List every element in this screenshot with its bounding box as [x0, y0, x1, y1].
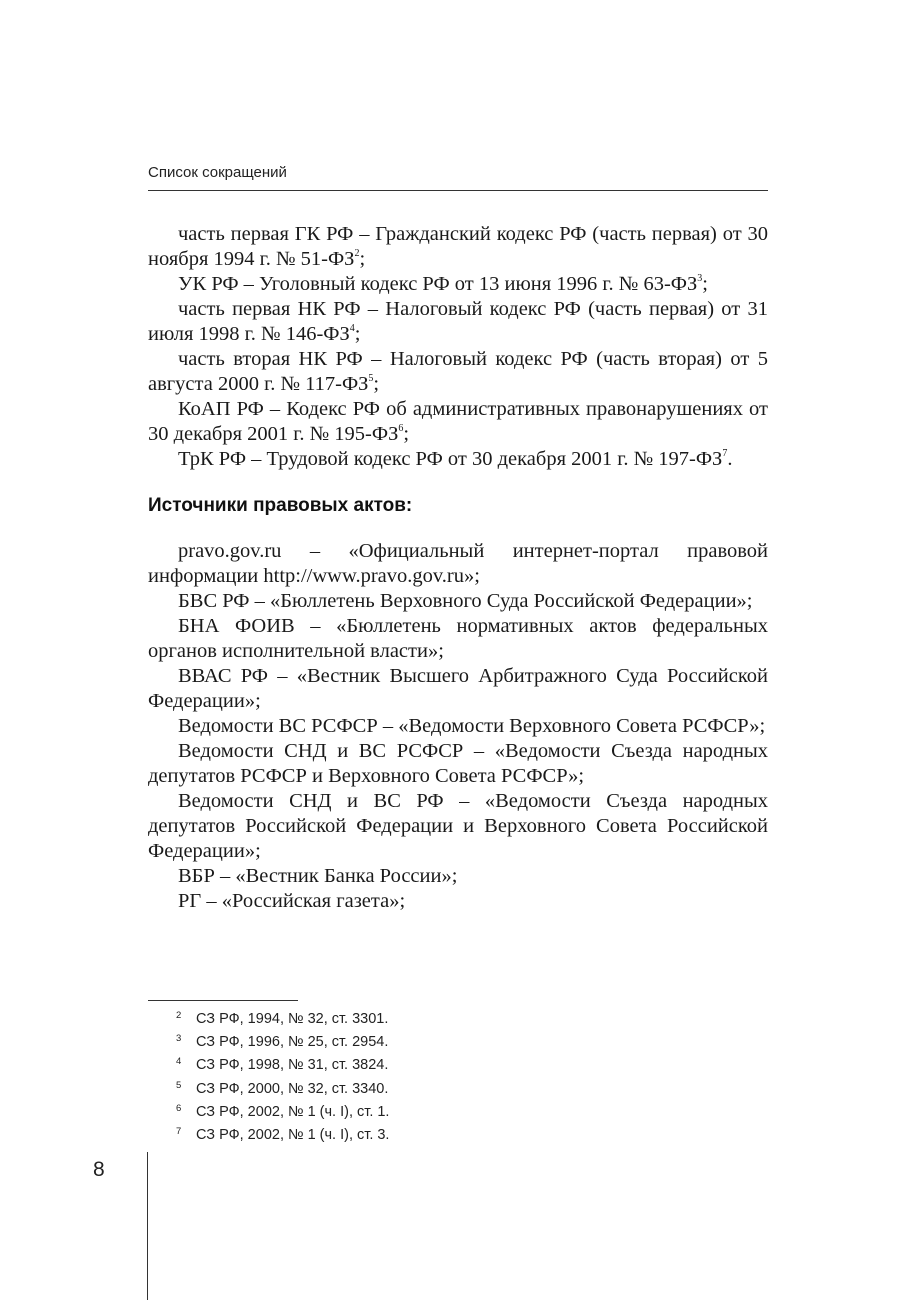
footnote: [176, 1006, 389, 1029]
footnote-number: 5: [176, 1079, 182, 1091]
abbreviation-entry: [148, 272, 768, 297]
section-heading: Источники правовых актов:: [148, 495, 413, 516]
footnote: [176, 1052, 389, 1075]
footnote: [176, 1076, 389, 1099]
source-entry: Ведомости СНД и ВС РСФСР – «Ведомости Съезда народных депутатов РСФСР и Верховного Совета РСФСР»;: [148, 740, 768, 787]
abbreviation-entry: [148, 397, 768, 447]
footnote-ref: 2: [354, 248, 360, 260]
footnote-ref: 4: [349, 323, 355, 335]
footnote-text: СЗ РФ, 1996, № 25, ст. 2954.: [196, 1034, 389, 1051]
footnote-text: СЗ РФ, 2000, № 32, ст. 3340.: [196, 1080, 389, 1097]
footnote-text: СЗ РФ, 2002, № 1 (ч. I), ст. 1.: [196, 1103, 390, 1120]
footnote-number: 6: [176, 1102, 182, 1114]
entry-punct: ;: [359, 248, 366, 270]
entry-punct: ;: [403, 423, 410, 445]
source-entry: Ведомости СНД и ВС РФ – «Ведомости Съезда народных депутатов Российской Федерации и Верховного Совета Российской Федерации»;: [148, 790, 768, 862]
abbreviation-text: УК РФ – Уголовный кодекс РФ от 13 июня 1996 г. № 63-ФЗ: [178, 273, 698, 295]
footnote-separator: [148, 1000, 298, 1001]
source-entry: ВВАС РФ – «Вестник Высшего Арбитражного Суда Российской Федерации»;: [148, 665, 768, 712]
abbreviation-text: часть вторая НК РФ – Налоговый кодекс РФ (часть вторая) от 5 августа 2000 г. № 117-ФЗ: [148, 348, 768, 395]
footnote-text: СЗ РФ, 1998, № 31, ст. 3824.: [196, 1057, 389, 1074]
footnote-number: 4: [176, 1056, 182, 1068]
abbreviation-text: часть первая НК РФ – Налоговый кодекс РФ (часть первая) от 31 июля 1998 г. № 146-ФЗ: [148, 298, 768, 345]
footnote-number: 2: [176, 1010, 182, 1021]
header-rule: [148, 190, 768, 191]
abbreviation-entry: [148, 297, 768, 347]
footnote-ref: 5: [368, 373, 374, 385]
footnote-text: СЗ РФ, 2002, № 1 (ч. I), ст. 3.: [196, 1127, 390, 1144]
abbreviation-entry: [148, 222, 768, 272]
footnote-number: 3: [176, 1033, 182, 1045]
footnote-ref: 7: [722, 448, 728, 460]
footnote-text: СЗ РФ, 1994, № 32, ст. 3301.: [196, 1011, 389, 1027]
abbreviation-text: часть первая ГК РФ – Гражданский кодекс РФ (часть первая) от 30 ноября 1994 г. № 51-ФЗ: [148, 223, 768, 270]
source-entry: РГ – «Российская газета»;: [178, 890, 406, 912]
sources-list: [148, 539, 768, 914]
footnote: [176, 1122, 389, 1145]
source-entry: Ведомости ВС РСФСР – «Ведомости Верховного Совета РСФСР»;: [178, 715, 766, 737]
abbreviation-entry: [148, 447, 768, 472]
page-number: 8: [93, 1158, 105, 1181]
abbreviation-text: ТрК РФ – Трудовой кодекс РФ от 30 декабря 2001 г. № 197-ФЗ: [178, 448, 723, 470]
footnote: [176, 1099, 389, 1122]
running-head: Список сокращений: [148, 164, 287, 181]
source-entry: БНА ФОИВ – «Бюллетень нормативных актов федеральных органов исполнительной власти»;: [148, 615, 768, 662]
source-entry: ВБР – «Вестник Банка России»;: [178, 865, 458, 887]
footnote-ref: 3: [697, 273, 703, 285]
footnotes: [176, 1006, 389, 1145]
footnote-ref: 6: [398, 423, 404, 435]
source-entry: БВС РФ – «Бюллетень Верховного Суда Российской Федерации»;: [178, 590, 753, 612]
entry-punct: ;: [373, 373, 380, 395]
abbreviation-text: КоАП РФ – Кодекс РФ об административных правонарушениях от 30 декабря 2001 г. № 195-ФЗ: [148, 398, 768, 445]
entry-punct: .: [727, 448, 733, 470]
abbreviations-list: [148, 222, 768, 472]
footnote-number: 7: [176, 1126, 182, 1138]
margin-rule: [147, 1152, 148, 1300]
footnote: [176, 1029, 389, 1052]
entry-punct: ;: [354, 323, 361, 345]
source-entry: pravo.gov.ru – «Официальный интернет-портал правовой информации http://www.pravo.gov.ru»;: [148, 540, 768, 587]
entry-punct: ;: [702, 273, 708, 295]
abbreviation-entry: [148, 347, 768, 397]
